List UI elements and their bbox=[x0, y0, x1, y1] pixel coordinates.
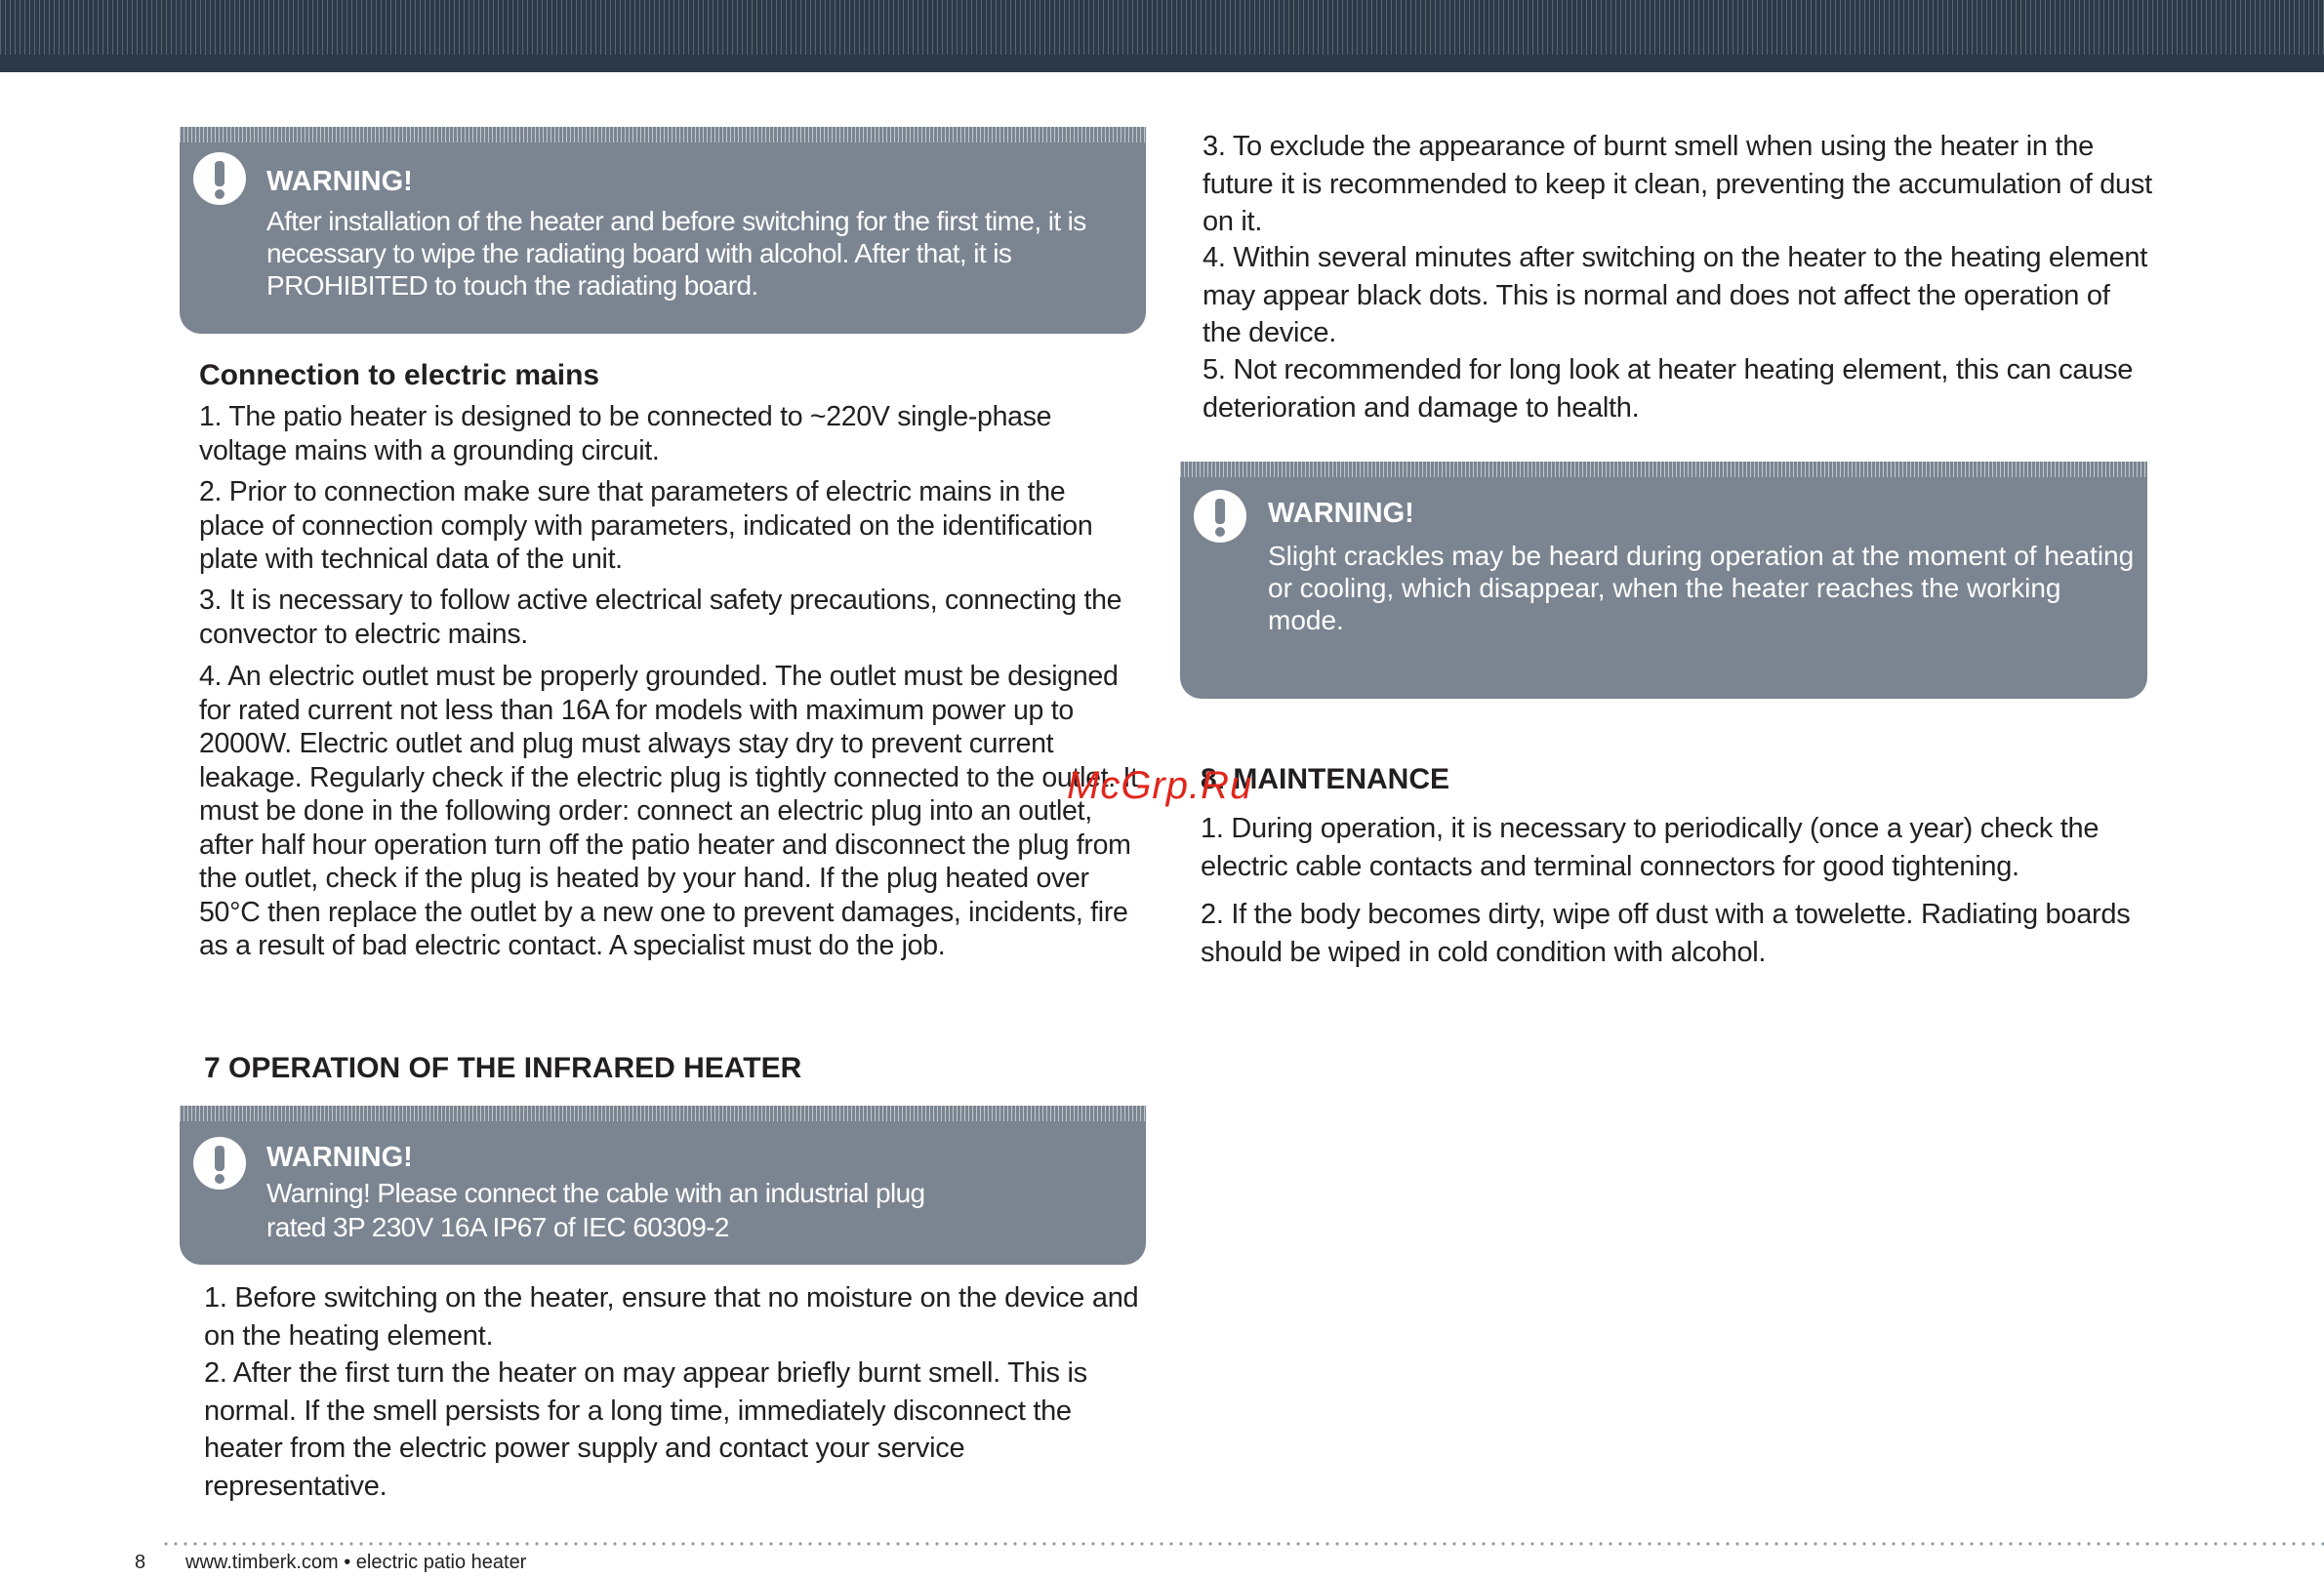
warning-stripe bbox=[1180, 462, 2147, 477]
warning-stripe bbox=[180, 1106, 1146, 1121]
exclamation-icon bbox=[1194, 490, 1246, 543]
connection-item-3: 3. It is necessary to follow active electrical safety precautions, connecting the convector to electric mains. bbox=[199, 585, 1122, 650]
warning-title: WARNING! bbox=[266, 1142, 413, 1173]
maintenance-heading: 8. MAINTENANCE bbox=[1201, 763, 1450, 795]
warning-stripe bbox=[180, 127, 1146, 142]
operation-heading: 7 OPERATION OF THE INFRARED HEATER bbox=[204, 1052, 802, 1084]
page-number: 8 bbox=[135, 1552, 146, 1573]
operation-item-3: 3. To exclude the appearance of burnt smell when using the heater in the future it is recommended to keep it clean, preventing the accumulation of dust on it. bbox=[1203, 131, 2152, 237]
operation-item-1: 1. Before switching on the heater, ensure that no moisture on the device and on the heating element. bbox=[204, 1282, 1139, 1352]
footer-dotted-rule bbox=[161, 1542, 2324, 1546]
operation-item-2: 2. After the first turn the heater on may appear briefly burnt smell. This is normal. If the smell persists for a long time, immediately disconnect the heater from the electric power supply and contact your service representative. bbox=[204, 1357, 1087, 1502]
footer-text: www.timberk.com • electric patio heater bbox=[185, 1552, 527, 1573]
top-header-bar-base bbox=[0, 55, 2324, 72]
exclamation-icon bbox=[193, 1137, 246, 1190]
warning-text: After installation of the heater and before switching for the first time, it is necessary to wipe the radiating board with alcohol. After that, it is PROHIBITED to touch the radiating board. bbox=[266, 206, 1086, 301]
connection-heading: Connection to electric mains bbox=[199, 359, 600, 391]
warning-title: WARNING! bbox=[266, 166, 413, 197]
warning-box-installation bbox=[180, 127, 1146, 334]
warning-box-plug bbox=[180, 1106, 1146, 1265]
connection-item-1: 1. The patio heater is designed to be connected to ~220V single-phase voltage mains with a grounding circuit. bbox=[199, 401, 1052, 466]
operation-item-4: 4. Within several minutes after switching on the heater to the heating element may appear black dots. This is normal and does not affect the operation of the device. bbox=[1203, 242, 2147, 348]
connection-item-4: 4. An electric outlet must be properly grounded. The outlet must be designed for rated current not less than 16A for models with maximum power up to 2000W. Electric outlet and plug must always stay dry to prevent current leakage. Regularly check if the electric plug is tightly connected to the outlet. It must be done in the following order: connect an electric plug into an outlet, after half hour operation turn off the patio heater and disconnect the plug from the outlet, check if the plug is heated by your hand. If the plug heated over 50°C then replace the outlet by a new one to prevent damages, incidents, fire as a result of bad electric contact. A specialist must do the job. bbox=[199, 661, 1138, 961]
watermark: McGrp.Ru bbox=[1067, 764, 1253, 807]
maintenance-item-1: 1. During operation, it is necessary to periodically (once a year) check the electric cable contacts and terminal connectors for good tightening. bbox=[1201, 813, 2100, 882]
connection-item-2: 2. Prior to connection make sure that parameters of electric mains in the place of connection comply with parameters, indicated on the identification plate with technical data of the unit. bbox=[199, 476, 1093, 575]
maintenance-item-2: 2. If the body becomes dirty, wipe off dust with a towelette. Radiating boards should be wiped in cold condition with alcohol. bbox=[1201, 899, 2131, 968]
operation-item-5: 5. Not recommended for long look at heater heating element, this can cause deterioration and damage to health. bbox=[1203, 354, 2134, 424]
warning-title: WARNING! bbox=[1268, 498, 1414, 529]
exclamation-icon bbox=[193, 152, 246, 205]
warning-text: Slight crackles may be heard during operation at the moment of heating or cooling, which disappear, when the heater reaches the working mode. bbox=[1268, 541, 2135, 635]
warning-text: Warning! Please connect the cable with an industrial plug rated 3P 230V 16A IP67 of IEC 60309-2 bbox=[266, 1178, 925, 1242]
warning-box-crackles bbox=[1180, 462, 2147, 699]
